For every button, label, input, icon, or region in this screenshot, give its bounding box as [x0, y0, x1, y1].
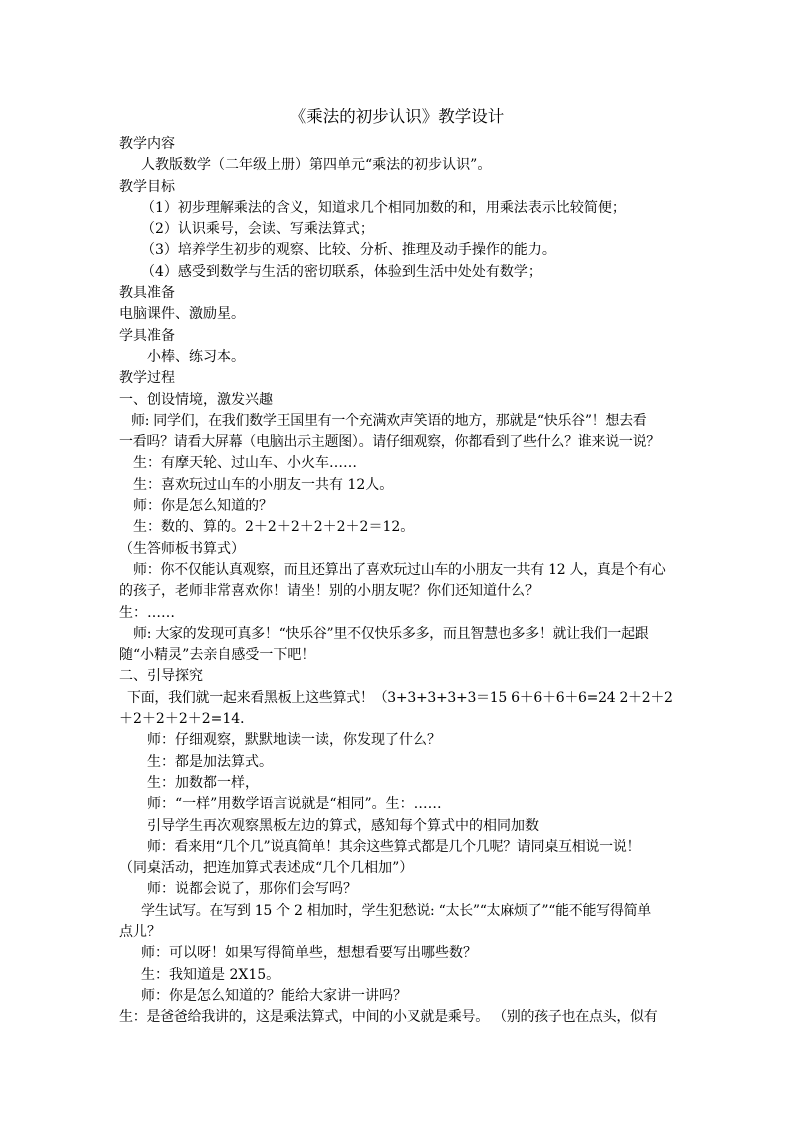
dialogue-line: 师：你不仅能认真观察，而且还算出了喜欢玩过山车的小朋友一共有 12 人，真是个有心 — [133, 561, 666, 578]
paragraph-line: 点儿？ — [119, 923, 161, 940]
dialogue-line: 师：“一样”用数学语言说就是“相同”。生：…… — [147, 796, 442, 813]
dialogue-line: 的孩子，老师非常喜欢你！请坐！别的小朋友呢？你们还知道什么？ — [119, 583, 539, 600]
dialogue-line: 生：数的、算的。2＋2＋2＋2＋2＋2＝12。 — [133, 519, 415, 536]
dialogue-line: 师：可以呀！如果写得简单些，想想看要写出哪些数？ — [141, 945, 477, 962]
dialogue-line: 师：看来用“几个几”说真简单！其余这些算式都是几个几呢？请同桌互相说一说！ — [147, 838, 641, 855]
list-item: （3）培养学生初步的观察、比较、分析、推理及动手操作的能力。 — [141, 242, 556, 259]
dialogue-line: 生：是爸爸给我讲的，这是乘法算式，中间的小叉就是乘号。 （别的孩子也在点头，似有 — [119, 1009, 658, 1026]
subsection-heading: 二、引导探究 — [119, 668, 203, 685]
paragraph-line: ＋2＋2＋2＋2=14． — [119, 711, 255, 728]
list-item: （1）初步理解乘法的含义，知道求几个相同加数的和，用乘法表示比较简便； — [141, 199, 626, 216]
dialogue-line: 生：我知道是 2X15。 — [141, 966, 281, 983]
dialogue-line: 生：喜欢玩过山车的小朋友一共有 12人。 — [133, 476, 394, 493]
document-body — [119, 134, 677, 1028]
dialogue-line: 师：你是怎么知道的？ — [133, 498, 273, 515]
section-heading: 学具准备 — [119, 327, 175, 344]
section-heading: 教学内容 — [119, 136, 175, 152]
dialogue-line: 师：说都会说了，那你们会写吗？ — [147, 881, 357, 898]
paragraph-line: 电脑课件、激励星。 — [119, 306, 245, 323]
paragraph-line: 人教版数学（二年级上册）第四单元“乘法的初步认识”。 — [141, 157, 492, 174]
section-heading: 教具准备 — [119, 285, 175, 302]
paragraph-line: 下面，我们就一起来看黑板上这些算式！（3+3+3+3+3＝15 6＋6＋6＋6=24 2＋2＋2 — [127, 689, 673, 706]
list-item: （4）感受到数学与生活的密切联系，体验到生活中处处有数学； — [141, 263, 542, 280]
paragraph-line: 引导学生再次观察黑板左边的算式，感知每个算式中的相同加数 — [147, 817, 539, 834]
note-line: （生答师板书算式） — [119, 540, 245, 557]
section-heading: 教学过程 — [119, 370, 175, 387]
dialogue-line: 师: 同学们，在我们数学王国里有一个充满欢声笑语的地方，那就是“快乐谷”！想去看 — [131, 412, 647, 429]
section-heading: 教学目标 — [119, 178, 175, 195]
dialogue-line: 生：…… — [119, 604, 175, 621]
dialogue-line: 师：你是怎么知道的？能给大家讲一讲吗？ — [141, 987, 407, 1004]
dialogue-line: 生：都是加法算式。 — [147, 753, 273, 770]
dialogue-line: 师: 大家的发现可真多！“快乐谷”里不仅快乐多多，而且智慧也多多！就让我们一起跟 — [133, 625, 649, 642]
subsection-heading: 一、创设情境，激发兴趣 — [119, 391, 273, 408]
dialogue-line: 师：仔细观察，默默地读一读，你发现了什么？ — [147, 732, 441, 749]
document-title: 《乘法的初步认识》教学设计 — [289, 107, 505, 126]
dialogue-line: 生：加数都一样， — [147, 774, 259, 791]
dialogue-line: 一看吗？请看大屏幕（电脑出示主题图）。请仔细观察，你都看到了些什么？谁来说一说？ — [119, 434, 660, 451]
paragraph-line: 小棒、练习本。 — [147, 348, 245, 365]
dialogue-line: 随“小精灵”去亲自感受一下吧！ — [119, 647, 316, 664]
note-line: （同桌活动，把连加算式表述成“几个几相加”） — [119, 860, 414, 877]
list-item: （2）认识乘号，会读、写乘法算式； — [141, 221, 374, 238]
dialogue-line: 生：有摩天轮、过山车、小火车…… — [133, 455, 357, 472]
paragraph-line: 学生试写。在写到 15 个 2 相加时，学生犯愁说: “太长”“太麻烦了”“能不能写得简单 — [141, 902, 651, 919]
